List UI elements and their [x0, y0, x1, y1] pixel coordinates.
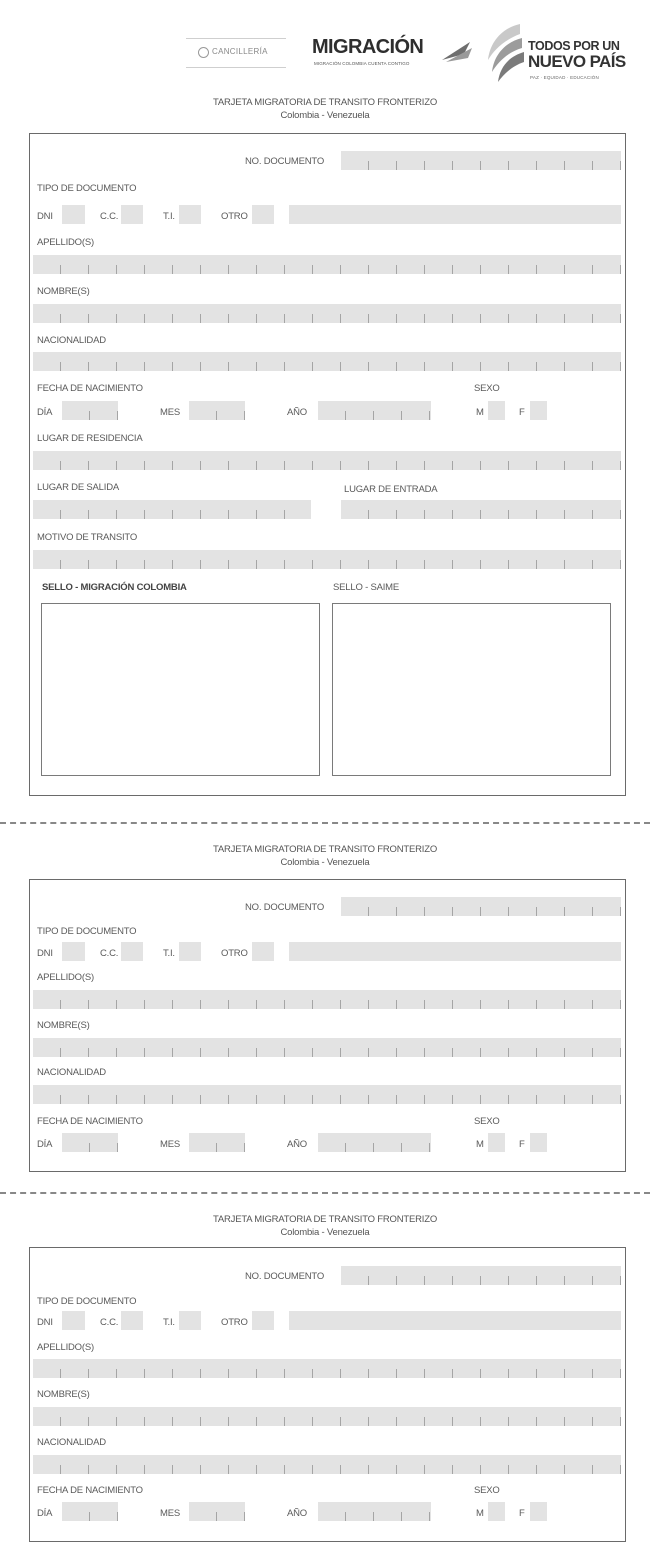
- card3-dni-label: DNI: [37, 1317, 53, 1328]
- card3-f-checkbox[interactable]: [530, 1502, 547, 1521]
- card2-m-label: M: [476, 1139, 484, 1150]
- card3-subtitle: Colombia - Venezuela: [280, 1227, 370, 1238]
- card1-ano-field[interactable]: [318, 401, 431, 420]
- card2-fecha-nacimiento-label: FECHA DE NACIMIENTO: [37, 1116, 143, 1127]
- card1-f-checkbox[interactable]: [530, 401, 547, 420]
- card1-ti-label: T.I.: [163, 211, 175, 222]
- card1-motivo-transito-field[interactable]: [33, 550, 621, 569]
- card3-dni-checkbox[interactable]: [62, 1311, 85, 1330]
- card2-dni-checkbox[interactable]: [62, 942, 85, 961]
- card1-dia-label: DÍA: [37, 407, 53, 418]
- card3-cc-label: C.C.: [100, 1317, 119, 1328]
- card3-fecha-nacimiento-label: FECHA DE NACIMIENTO: [37, 1485, 143, 1496]
- card1-no-documento-label: NO. DOCUMENTO: [245, 156, 325, 167]
- card1-lugar-salida-field[interactable]: [33, 500, 311, 519]
- card2-ano-field[interactable]: [318, 1133, 431, 1152]
- card2-nacionalidad-label: NACIONALIDAD: [37, 1067, 106, 1078]
- card1-f-label: F: [519, 407, 525, 418]
- card3-apellidos-field[interactable]: [33, 1359, 621, 1378]
- card2-otro-label: OTRO: [221, 948, 248, 959]
- card1-tipo-documento-label: TIPO DE DOCUMENTO: [37, 183, 137, 194]
- card3-dia-field[interactable]: [62, 1502, 118, 1521]
- card2-mes-field[interactable]: [189, 1133, 245, 1152]
- card2-mes-label: MES: [160, 1139, 180, 1150]
- card1-otro-text-field[interactable]: [289, 205, 621, 224]
- card3-ano-field[interactable]: [318, 1502, 431, 1521]
- card1-lugar-residencia-label: LUGAR DE RESIDENCIA: [37, 433, 143, 444]
- todos-por-un-nuevo-pais-logo: [484, 20, 634, 86]
- card1-sello-saime-box[interactable]: [332, 603, 611, 776]
- card1-motivo-transito-label: MOTIVO DE TRANSITO: [37, 532, 138, 543]
- card1-title: TARJETA MIGRATORIA DE TRANSITO FRONTERIZO: [212, 97, 438, 108]
- card1-otro-checkbox[interactable]: [252, 205, 274, 224]
- card1-m-label: M: [476, 407, 484, 418]
- card3-ti-checkbox[interactable]: [179, 1311, 201, 1330]
- card1-cc-label: C.C.: [100, 211, 119, 222]
- card2-no-documento-label: NO. DOCUMENTO: [245, 902, 325, 913]
- flag-swoosh-icon: [484, 20, 530, 86]
- cut-line-1: [0, 822, 650, 824]
- card1-dia-field[interactable]: [62, 401, 118, 420]
- card1-no-documento-field[interactable]: [341, 151, 621, 170]
- card1-nombres-field[interactable]: [33, 304, 621, 323]
- card3-ti-label: T.I.: [163, 1317, 175, 1328]
- card2-subtitle: Colombia - Venezuela: [280, 857, 370, 868]
- card1-lugar-salida-label: LUGAR DE SALIDA: [37, 482, 119, 493]
- card3-otro-text-field[interactable]: [289, 1311, 621, 1330]
- card3-frame: [29, 1247, 626, 1542]
- todos-line2: NUEVO PAÍS: [528, 52, 626, 71]
- card1-lugar-residencia-field[interactable]: [33, 451, 621, 470]
- card2-no-documento-field[interactable]: [341, 897, 621, 916]
- card1-mes-label: MES: [160, 407, 180, 418]
- card2-dia-field[interactable]: [62, 1133, 118, 1152]
- card2-cc-label: C.C.: [100, 948, 119, 959]
- card3-title: TARJETA MIGRATORIA DE TRANSITO FRONTERIZO: [212, 1214, 438, 1225]
- card3-m-checkbox[interactable]: [488, 1502, 505, 1521]
- card1-apellidos-field[interactable]: [33, 255, 621, 274]
- card1-sello-migracion-box[interactable]: [41, 603, 320, 776]
- card2-ano-label: AÑO: [287, 1139, 307, 1150]
- card3-no-documento-label: NO. DOCUMENTO: [245, 1271, 325, 1282]
- card1-nacionalidad-field[interactable]: [33, 352, 621, 371]
- card3-tipo-documento-label: TIPO DE DOCUMENTO: [37, 1296, 137, 1307]
- card2-nombres-field[interactable]: [33, 1038, 621, 1057]
- cancilleria-text: CANCILLERÍA: [212, 47, 268, 56]
- card3-apellidos-label: APELLIDO(S): [37, 1342, 94, 1353]
- card2-apellidos-field[interactable]: [33, 990, 621, 1009]
- card1-ti-checkbox[interactable]: [179, 205, 201, 224]
- card3-cc-checkbox[interactable]: [121, 1311, 143, 1330]
- card1-ano-label: AÑO: [287, 407, 307, 418]
- card3-nombres-label: NOMBRE(S): [37, 1389, 90, 1400]
- coat-of-arms-icon: [198, 47, 209, 58]
- card2-sexo-label: SEXO: [474, 1116, 500, 1127]
- card1-nombres-label: NOMBRE(S): [37, 286, 90, 297]
- card2-apellidos-label: APELLIDO(S): [37, 972, 94, 983]
- migracion-swoosh-icon: [440, 38, 474, 64]
- card2-tipo-documento-label: TIPO DE DOCUMENTO: [37, 926, 137, 937]
- card1-dni-label: DNI: [37, 211, 53, 222]
- card1-dni-checkbox[interactable]: [62, 205, 85, 224]
- cut-line-2: [0, 1192, 650, 1194]
- card3-nacionalidad-label: NACIONALIDAD: [37, 1437, 106, 1448]
- card2-f-label: F: [519, 1139, 525, 1150]
- card2-dni-label: DNI: [37, 948, 53, 959]
- card3-f-label: F: [519, 1508, 525, 1519]
- card3-dia-label: DÍA: [37, 1508, 53, 1519]
- card1-cc-checkbox[interactable]: [121, 205, 143, 224]
- todos-line3: PAZ · EQUIDAD · EDUCACIÓN: [530, 75, 599, 80]
- migracion-logo: [312, 30, 467, 75]
- card1-lugar-entrada-field[interactable]: [341, 500, 621, 519]
- card3-nacionalidad-field[interactable]: [33, 1455, 621, 1474]
- card1-sexo-label: SEXO: [474, 383, 500, 394]
- card3-ano-label: AÑO: [287, 1508, 307, 1519]
- card1-mes-field[interactable]: [189, 401, 245, 420]
- card1-nacionalidad-label: NACIONALIDAD: [37, 335, 106, 346]
- card2-nacionalidad-field[interactable]: [33, 1085, 621, 1104]
- card2-m-checkbox[interactable]: [488, 1133, 505, 1152]
- card3-mes-label: MES: [160, 1508, 180, 1519]
- card3-mes-field[interactable]: [189, 1502, 245, 1521]
- migracion-wordmark: MIGRACIÓN: [312, 36, 424, 58]
- card2-frame: [29, 879, 626, 1172]
- card2-otro-checkbox[interactable]: [252, 942, 274, 961]
- card3-otro-label: OTRO: [221, 1317, 248, 1328]
- card1-sello-migracion-label: SELLO - MIGRACIÓN COLOMBIA: [42, 582, 187, 593]
- card2-nombres-label: NOMBRE(S): [37, 1020, 90, 1031]
- card1-fecha-nacimiento-label: FECHA DE NACIMIENTO: [37, 383, 143, 394]
- card2-ti-label: T.I.: [163, 948, 175, 959]
- card2-dia-label: DÍA: [37, 1139, 53, 1150]
- card1-otro-label: OTRO: [221, 211, 248, 222]
- card1-sello-saime-label: SELLO - SAIME: [333, 582, 400, 593]
- card3-otro-checkbox[interactable]: [252, 1311, 274, 1330]
- card2-title: TARJETA MIGRATORIA DE TRANSITO FRONTERIZO: [212, 844, 438, 855]
- card2-f-checkbox[interactable]: [530, 1133, 547, 1152]
- card1-subtitle: Colombia - Venezuela: [280, 110, 370, 121]
- card1-apellidos-label: APELLIDO(S): [37, 237, 94, 248]
- card3-m-label: M: [476, 1508, 484, 1519]
- card2-ti-checkbox[interactable]: [179, 942, 201, 961]
- card1-m-checkbox[interactable]: [488, 401, 505, 420]
- migracion-subtitle: MIGRACIÓN COLOMBIA CUENTA CONTIGO: [314, 61, 410, 66]
- card2-cc-checkbox[interactable]: [121, 942, 143, 961]
- card3-sexo-label: SEXO: [474, 1485, 500, 1496]
- card3-no-documento-field[interactable]: [341, 1266, 621, 1285]
- card3-nombres-field[interactable]: [33, 1407, 621, 1426]
- card2-otro-text-field[interactable]: [289, 942, 621, 961]
- card1-lugar-entrada-label: LUGAR DE ENTRADA: [344, 484, 438, 495]
- todos-line1: TODOS POR UN: [528, 39, 620, 53]
- cancilleria-logo: [186, 38, 286, 68]
